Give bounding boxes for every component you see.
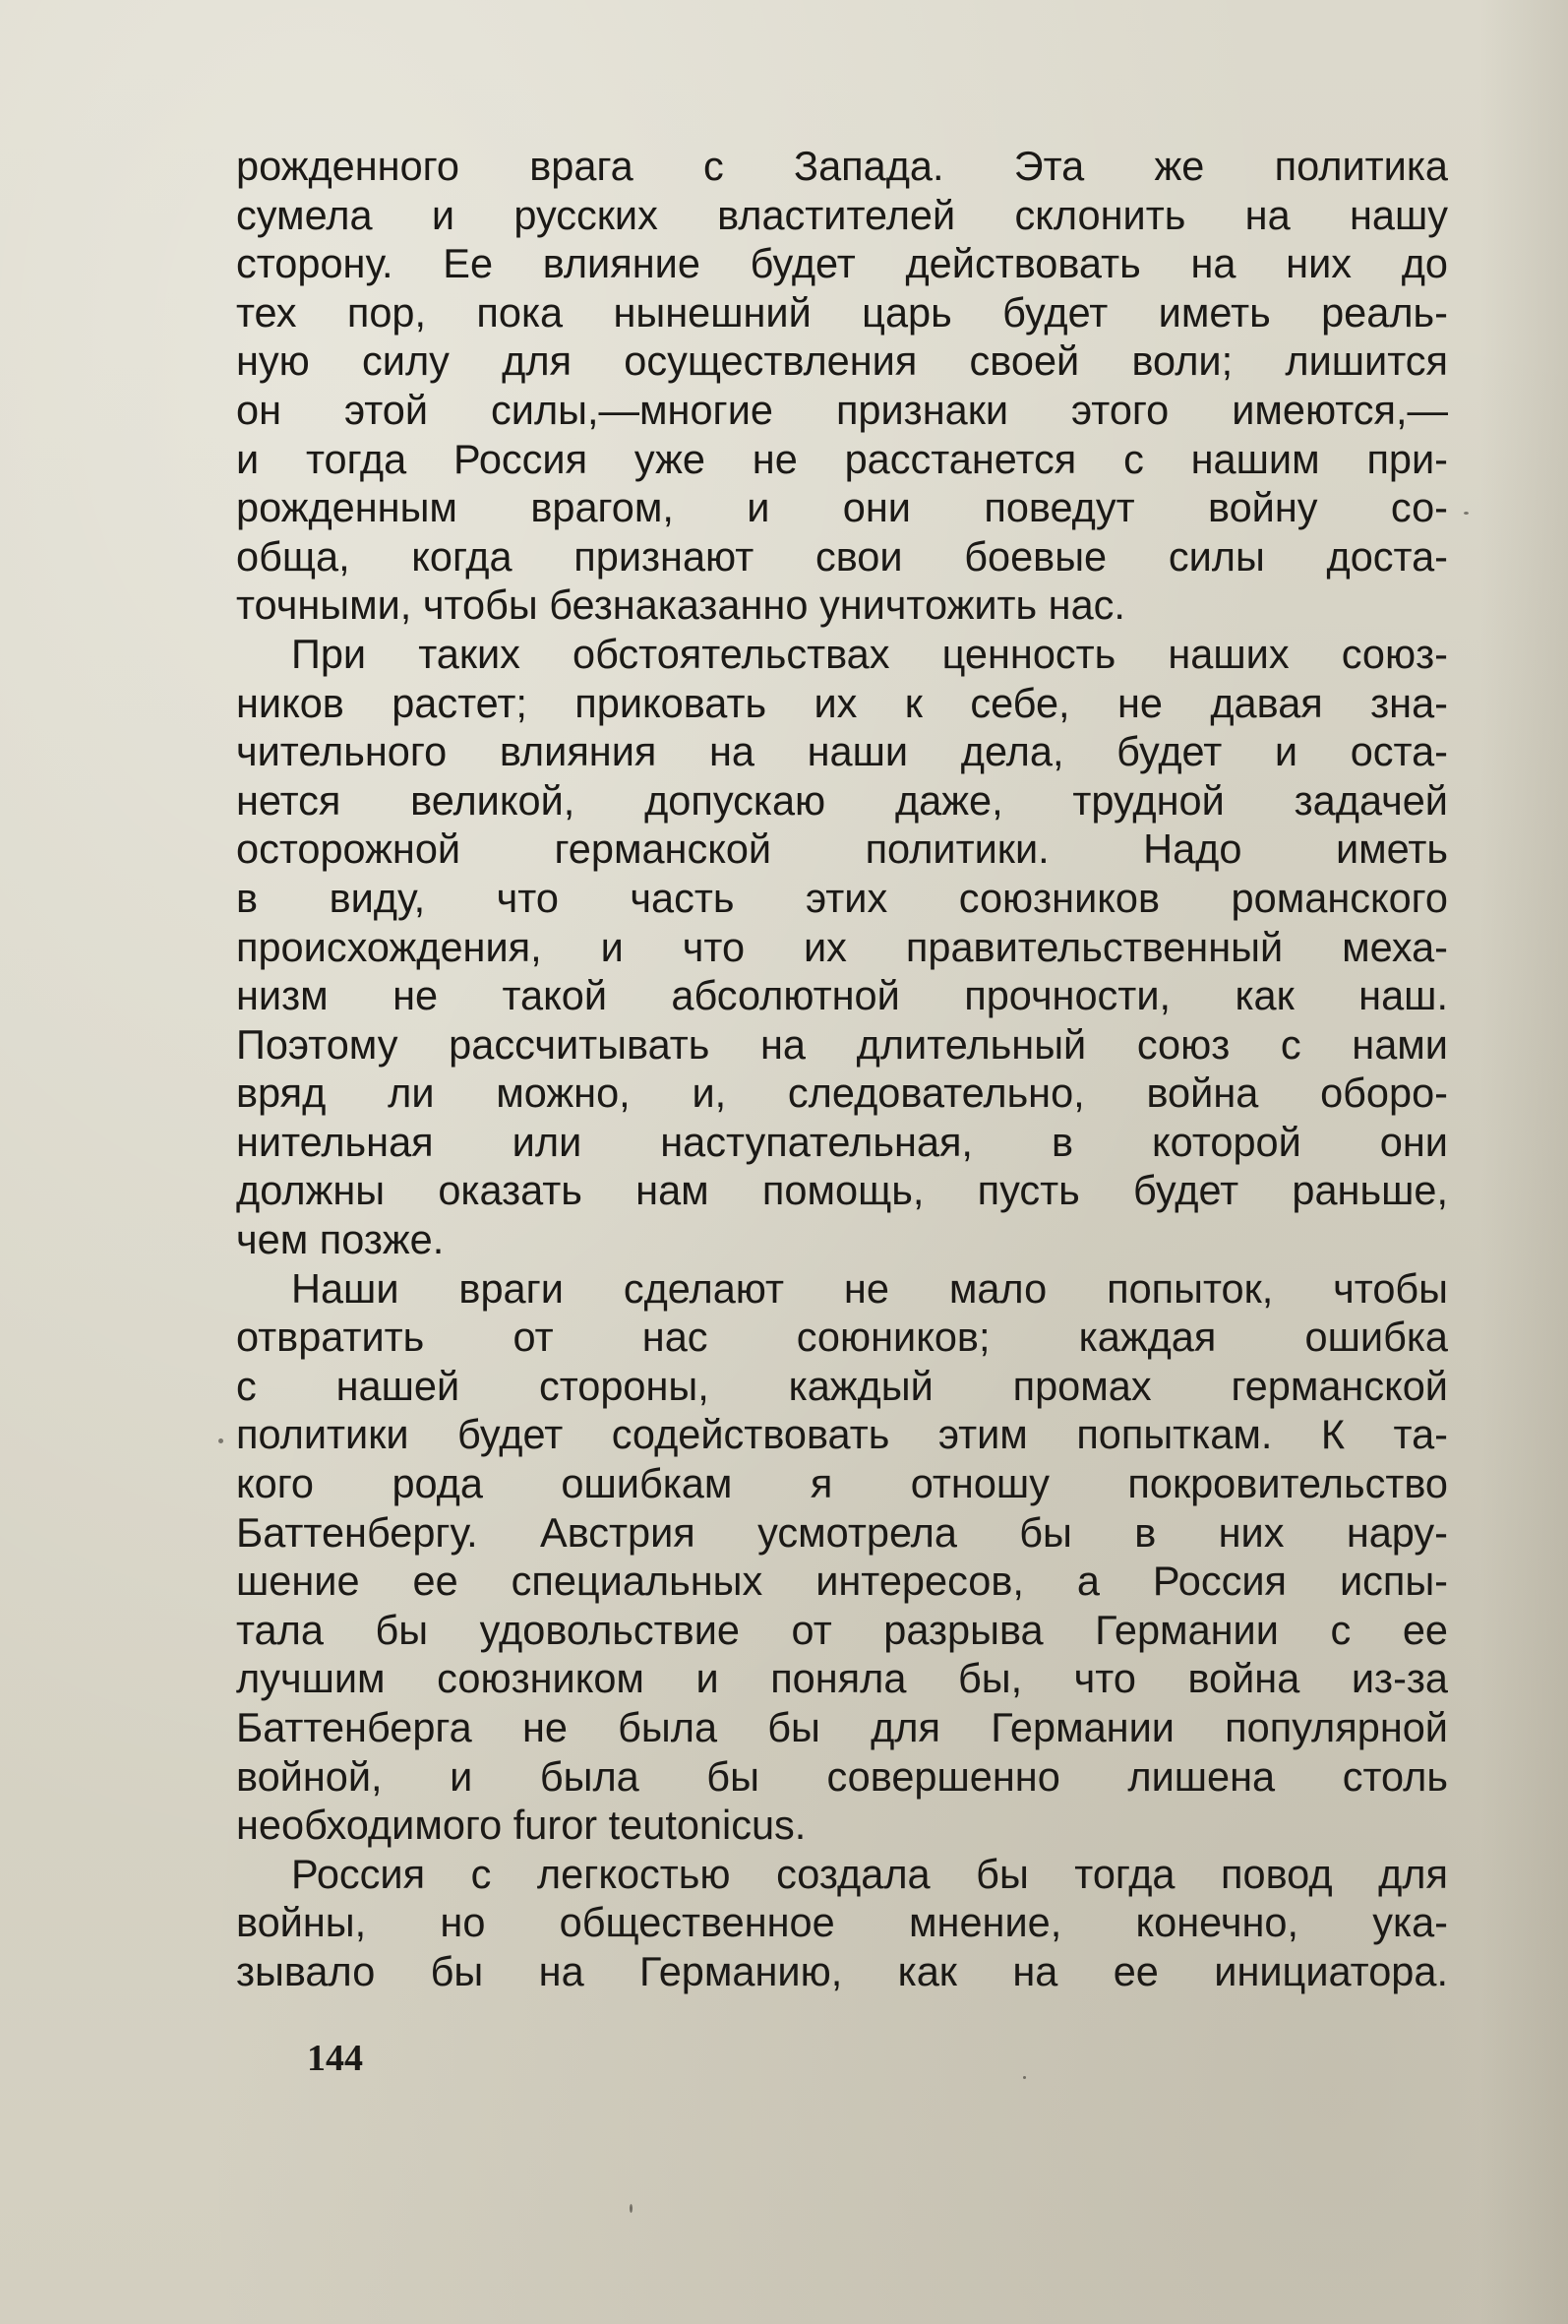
text-line: Поэтому рассчитывать на длительный союз с нами [236,1020,1448,1068]
text-line: и тогда Россия уже не расстанется с нашим при- [236,435,1448,482]
text-line: чем позже. [236,1216,445,1263]
text-line: низм не такой абсолютной прочности, как наш. [236,972,1448,1019]
text-line: нительная или наступательная, в которой они [236,1118,1448,1165]
text-line: кого рода ошибкам я отношу покровительство [236,1460,1448,1507]
text-line: вряд ли можно, и, следовательно, война оборо- [236,1070,1448,1117]
paragraph-first-line: Наши враги сделают не мало попыток, чтобы [291,1264,1448,1312]
text-line: чительного влияния на наши дела, будет и оста- [236,728,1448,775]
text-line: зывало бы на Германию, как на ее инициатора. [236,1947,1448,1994]
paragraph-first-line: При таких обстоятельствах ценность наших союз- [291,630,1448,677]
text-line: в виду, что часть этих союзников романского [236,874,1448,921]
text-line: лучшим союзником и поняла бы, что война из-за [236,1655,1448,1702]
body-text [236,142,1448,1996]
text-line: сумела и русских властителей склонить на нашу [236,191,1448,238]
paragraph-first-line: Россия с легкостью создала бы тогда повод для [291,1850,1448,1897]
paper-speck [1023,2076,1026,2079]
text-line: шение ее специальных интересов, а Россия испы- [236,1558,1448,1605]
text-line: рожденным врагом, и они поведут войну со- [236,484,1448,531]
text-line: сторону. Ее влияние будет действовать на них до [236,240,1448,287]
text-line: политики будет содействовать этим попыткам. К та- [236,1411,1448,1458]
paper-speck [218,1438,223,1443]
paper-speck [1464,512,1469,515]
text-line: он этой силы,—многие признаки этого имеются,— [236,386,1448,433]
text-line: должны оказать нам помощь, пусть будет раньше, [236,1167,1448,1214]
text-line: рожденного врага с Запада. Эта же политика [236,143,1448,189]
text-line: Баттенбергу. Австрия усмотрела бы в них нару- [236,1508,1448,1556]
page-number: 144 [307,2038,363,2079]
text-line: войны, но общественное мнение, конечно, ука- [236,1899,1448,1946]
text-line: Баттенберга не была бы для Германии популярной [236,1704,1448,1750]
text-line: войной, и была бы совершенно лишена столь [236,1752,1448,1800]
text-line: ную силу для осуществления своей воли; лишится [236,337,1448,385]
text-line: осторожной германской политики. Надо иметь [236,826,1448,873]
text-line: тех пор, пока нынешний царь будет иметь реаль- [236,288,1448,336]
text-line: с нашей стороны, каждый промах германской [236,1362,1448,1409]
text-line: тала бы удовольствие от разрыва Германии с ее [236,1606,1448,1653]
text-line: отвратить от нас союников; каждая ошибка [236,1314,1448,1361]
text-line: происхождения, и что их правительственный меха- [236,923,1448,970]
text-line: необходимого furor teutonicus. [236,1802,807,1849]
text-line: обща, когда признают свои боевые силы доста- [236,532,1448,580]
text-line: нется великой, допускаю даже, трудной задачей [236,776,1448,824]
text-line: ников растет; приковать их к себе, не давая зна- [236,679,1448,726]
paper-speck [630,2204,633,2213]
text-line: точными, чтобы безнаказанно уничтожить нас. [236,581,1125,629]
